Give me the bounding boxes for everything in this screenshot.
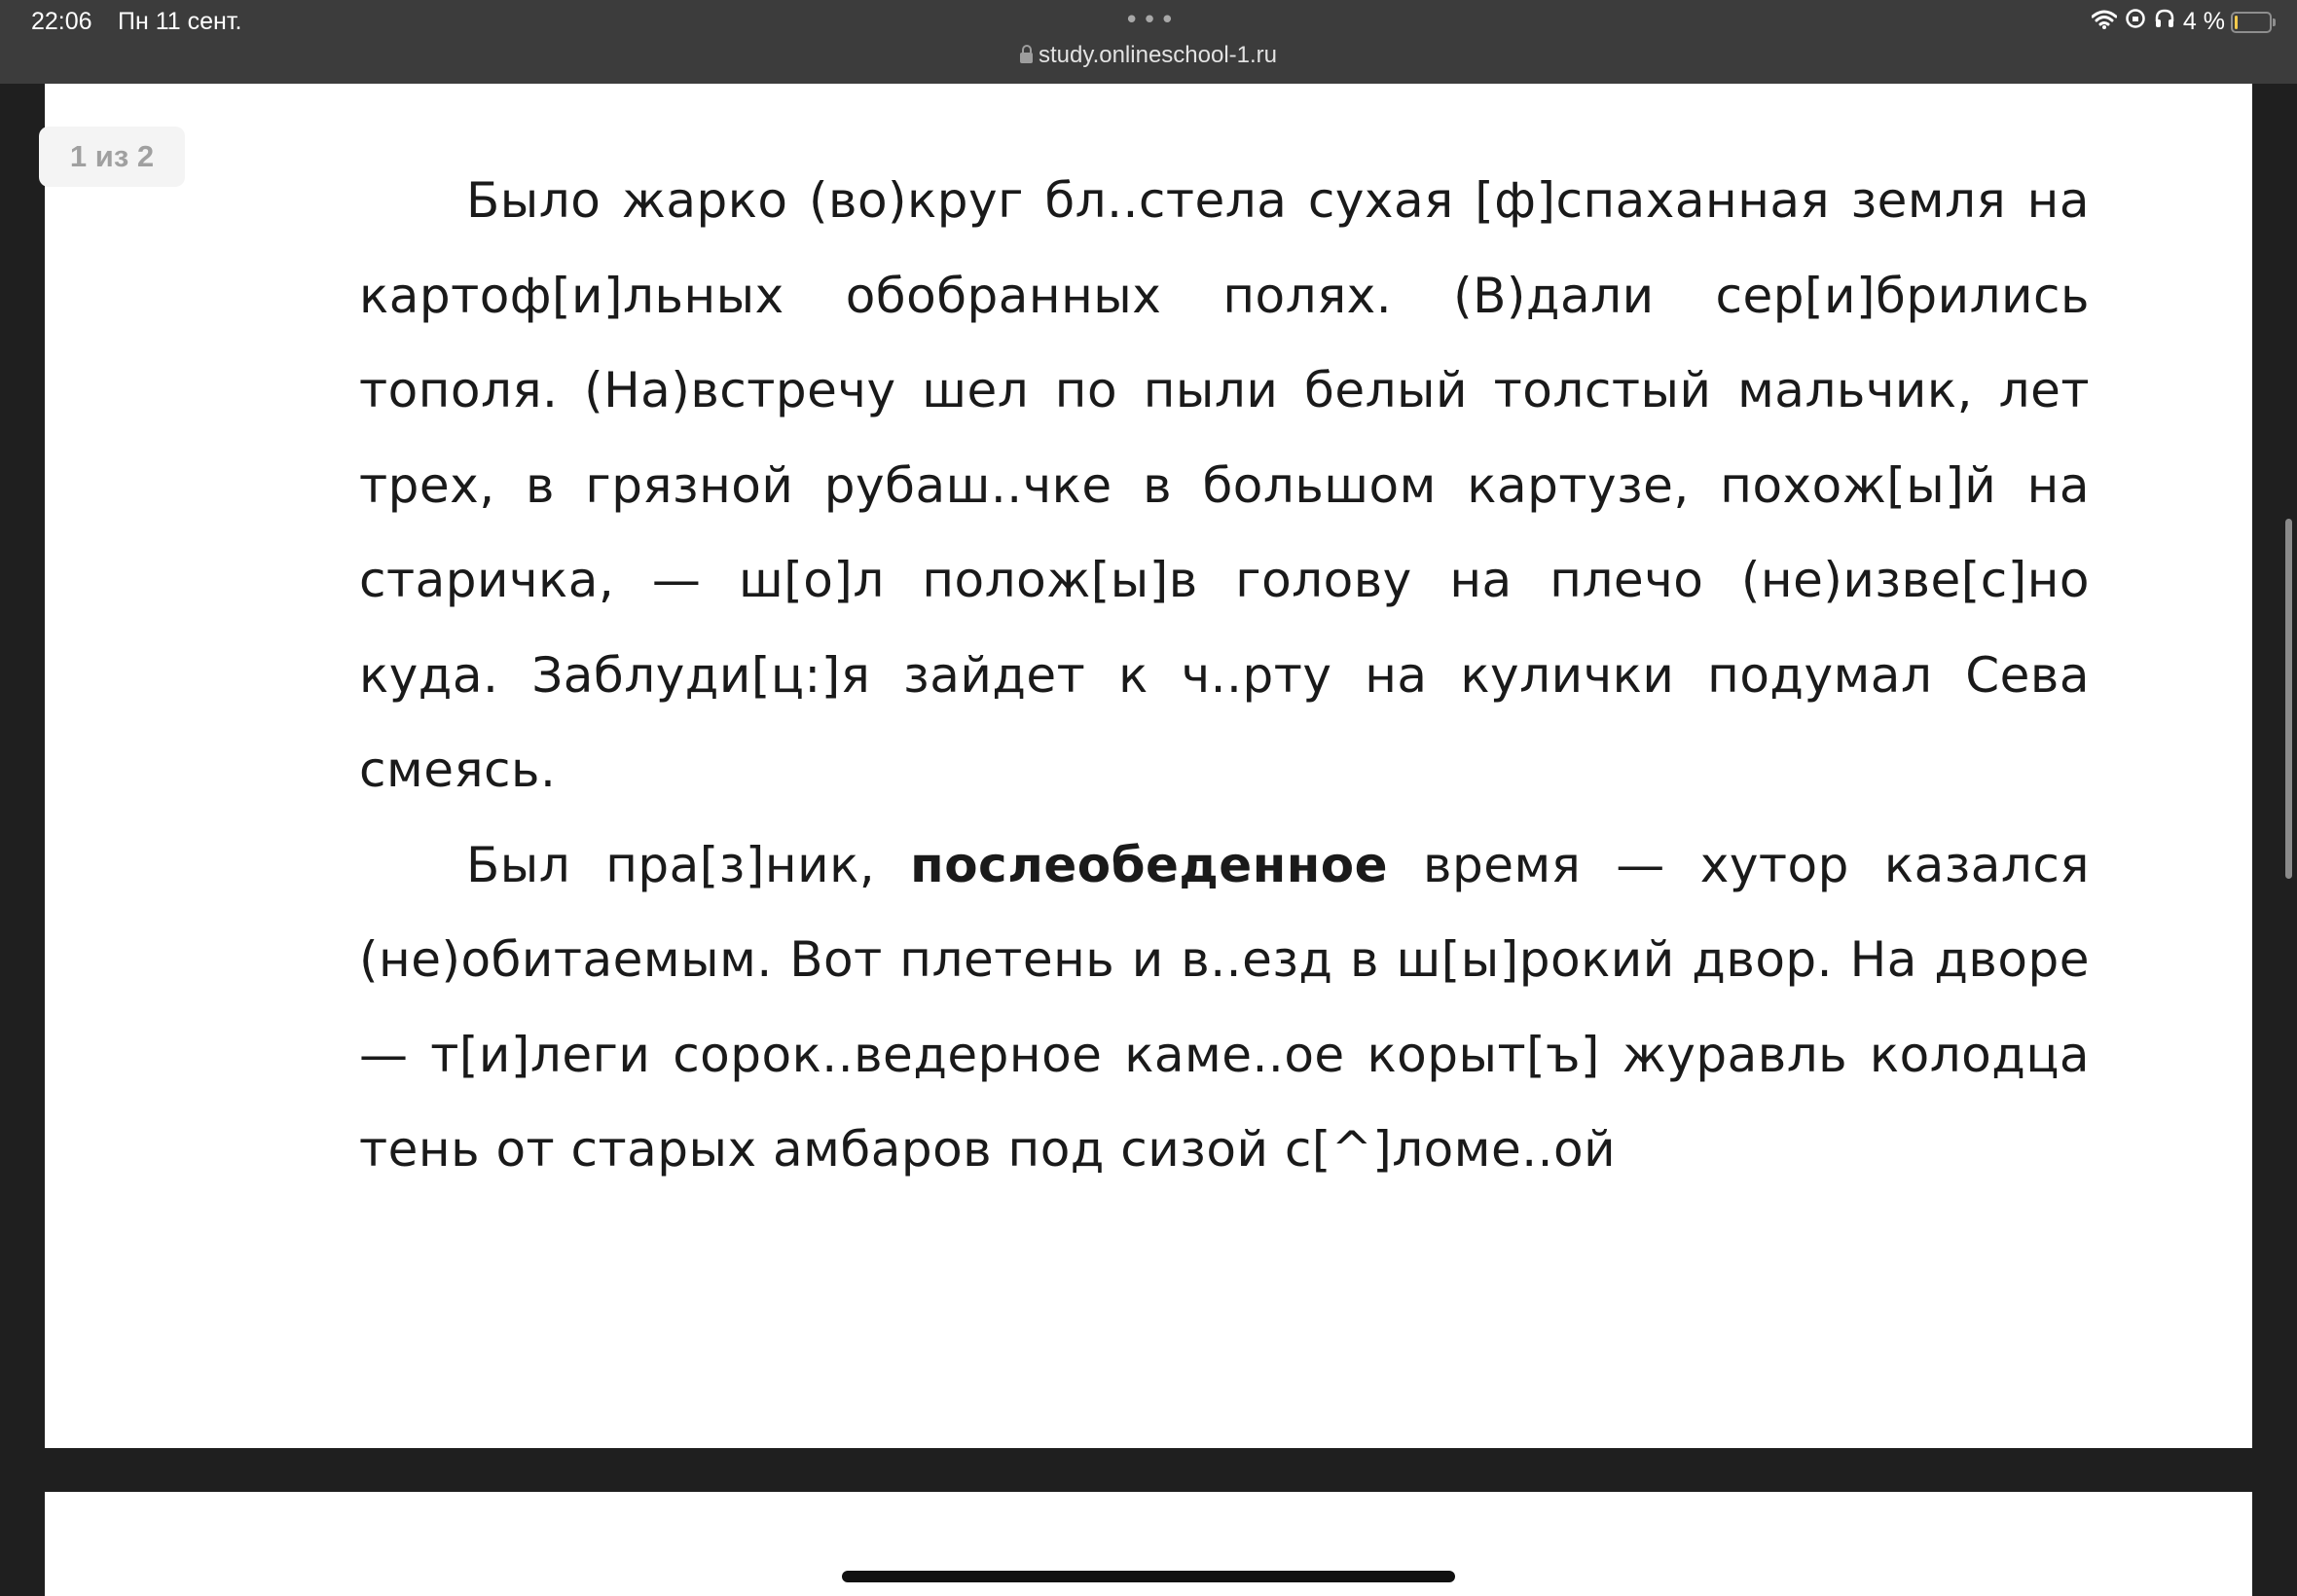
battery-level [2235,16,2238,29]
scrollbar[interactable] [2285,519,2292,879]
lock-icon [1020,53,1033,63]
page-counter: 1 из 2 [39,127,185,187]
url-text: study.onlineschool-1.ru [1038,42,1278,68]
document-text [359,154,2090,1198]
status-bar [0,0,2297,84]
status-date: Пн 11 сент. [118,8,242,35]
rotation-lock-icon [2125,8,2146,36]
paragraph-2-end: время — хутор казался (не)обитаемым. Вот плетень и в..езд в ш[ы]рокий двор. На дворе — т[и]леги сорок..ведерное каме..ое корыт[ъ] журавль колодца тень от старых амбаров под сизой с[^]ломе..ой [359,836,2090,1178]
status-indicators [2092,8,2272,36]
browser-menu-dots-icon[interactable]: ••• [1124,6,1179,35]
paragraph-1: Было жарко (во)круг бл..стела сухая [ф]спаханная земля на картоф[и]льных обобранных полях. (В)дали сер[и]брились тополя. (На)встречу шел по пыли белый толстый мальчик, лет трех, в грязной рубаш..чке в большом картузе, похож[ы]й на старичка, — ш[о]л полож[ы]в голову на плечо (не)изве[с]но куда. Заблуди[ц:]я зайдет к ч..рту на кулички подумал Сева смеясь. [359,172,2090,798]
battery-percent: 4 % [2182,8,2225,35]
paragraph-2 [359,818,2090,1198]
wifi-icon [2092,8,2117,36]
address-bar[interactable] [1012,42,1285,69]
headphones-icon [2154,8,2175,36]
home-indicator[interactable] [842,1571,1455,1582]
paragraph-2-bold-word: послеобеденное [910,836,1389,893]
battery-icon [2231,12,2272,33]
status-time: 22:06 [31,8,92,35]
paragraph-2-start: Был пра[з]ник, [466,836,876,893]
